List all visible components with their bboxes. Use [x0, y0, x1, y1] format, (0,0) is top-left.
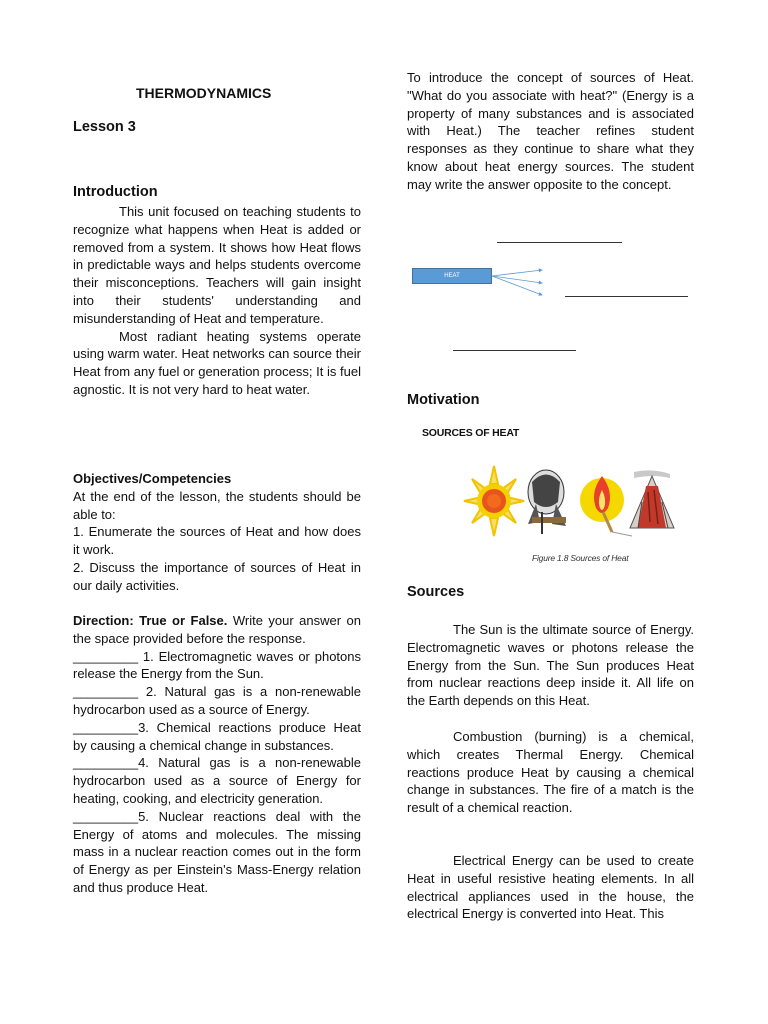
sources-paragraph-combustion: Combustion (burning) is a chemical, which creates Thermal Energy. Chemical reactions produce Heat by causing a chemical change in substances. The fire of a match is the result of a chemical reaction.: [407, 728, 694, 816]
concept-intro-paragraph: To introduce the concept of sources of Heat. "What do you associate with heat?" (Energy is a property of many substances and is associated with Heat.) The teacher refines student responses as they continue to share what they know about heat energy sources. The student may write the answer opposite to the concept.: [407, 70, 694, 192]
answer-line-2: [565, 296, 688, 297]
arrow-middle: [492, 276, 542, 283]
figure-caption: Figure 1.8 Sources of Heat: [532, 553, 629, 563]
motivation-heading: Motivation: [407, 392, 480, 408]
friction-image: [528, 470, 566, 534]
match-flame-image: [580, 476, 632, 536]
introduction-paragraph-1: This unit focused on teaching students to recognize what happens when Heat is added or removed from a system. It shows how Heat flows in predictable ways and helps students overcome their misconceptions. Teachers will gain insight into their students' understanding and misunderstanding of Heat and temperature.: [73, 204, 361, 326]
concept-intro-section: [407, 69, 694, 194]
volcano-image: [630, 470, 674, 528]
heat-box-label: HEAT: [444, 273, 460, 279]
direction-instruction: Write your answer on the space provided before the response.: [73, 613, 361, 646]
objectives-intro: At the end of the lesson, the students should be able to:: [73, 488, 361, 522]
sun-image: [464, 466, 524, 536]
introduction-heading: Introduction: [73, 184, 158, 200]
objectives-section: [73, 470, 361, 595]
figure-title: SOURCES OF HEAT: [422, 427, 520, 439]
objective-item: 1. Enumerate the sources of Heat and how does it work.: [73, 524, 361, 558]
sources-paragraph-electrical: Electrical Energy can be used to create Heat in useful resistive heating elements. In all electrical appliances used in the house, the electrical Energy is converted into Heat. This: [407, 852, 694, 922]
sources-section: [407, 621, 694, 923]
question-item: _________3. Chemical reactions produce Heat by causing a chemical change in substances.: [73, 719, 361, 753]
document-title: THERMODYNAMICS: [136, 85, 272, 101]
direction-label: Direction: True or False.: [73, 613, 228, 628]
sources-of-heat-figure: [462, 462, 692, 540]
question-item: _________ 2. Natural gas is a non-renewable hydrocarbon used as a source of Energy.: [73, 684, 361, 717]
objectives-heading: Objectives/Competencies: [73, 471, 232, 486]
sources-paragraph-sun: The Sun is the ultimate source of Energy. Electromagnetic waves or photons release the Energy from the Sun. The Sun produces Heat from nuclear reactions deep inside it. All life on the Earth depends on this Heat.: [407, 622, 694, 709]
sources-heading: Sources: [407, 584, 465, 600]
true-false-section: [73, 612, 361, 897]
introduction-paragraph-2: Most radiant heating systems operate using warm water. Heat networks can source their Heat from any fuel or generation process; It is fuel agnostic. It is not very hard to heat water.: [73, 328, 361, 397]
heat-box: [412, 268, 492, 284]
arrow-up: [492, 270, 542, 276]
question-item: _________ 1. Electromagnetic waves or photons release the Energy from the Sun.: [73, 648, 361, 682]
arrow-down: [492, 276, 542, 295]
direction-text: [73, 612, 361, 648]
question-item: _________4. Natural gas is a non-renewable hydrocarbon used as a source of Energy for heating, cooking, and electricity generation.: [73, 755, 361, 806]
lesson-heading: Lesson 3: [73, 119, 136, 135]
question-item: _________5. Nuclear reactions deal with the Energy of atoms and molecules. The missing mass in a nuclear reaction comes out in the form of Energy as per Einstein's Mass-Energy relation and thus produce Heat.: [73, 808, 361, 895]
introduction-section: [73, 203, 361, 399]
heat-box-fill: [412, 268, 492, 284]
concept-arrows: [490, 262, 550, 302]
answer-line-3: [453, 350, 576, 351]
answer-line-1: [497, 242, 622, 243]
objective-item: 2. Discuss the importance of sources of Heat in our daily activities.: [73, 559, 361, 593]
